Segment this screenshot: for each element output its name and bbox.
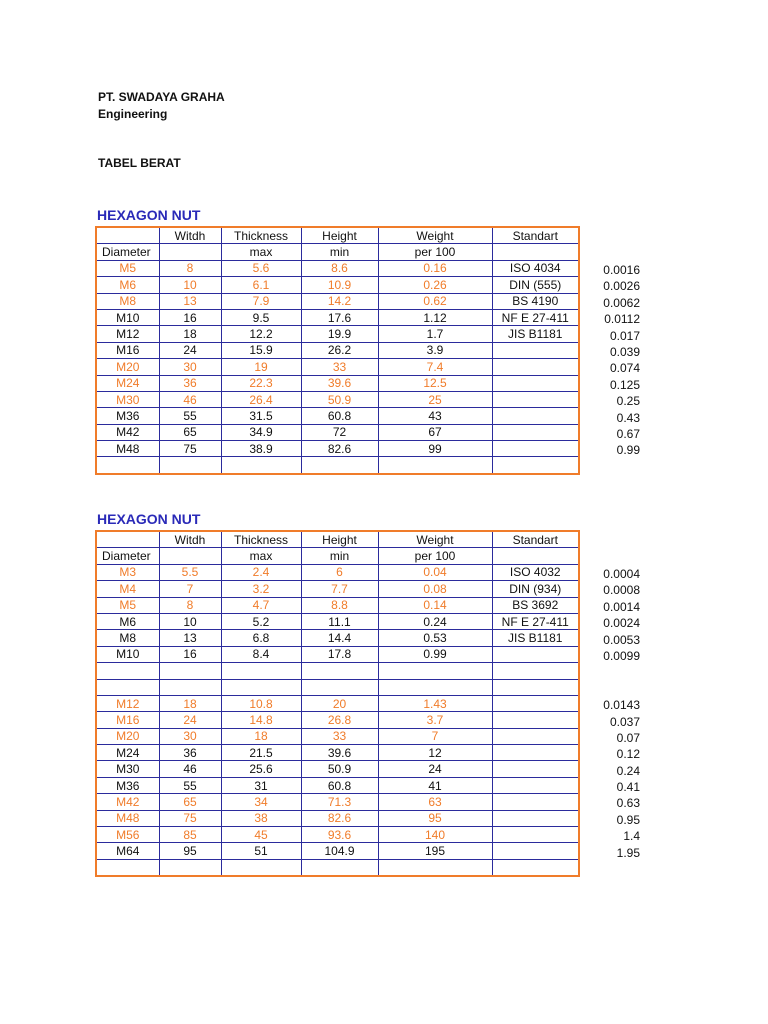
cell-thickness: 15.9 bbox=[221, 342, 301, 358]
cell-diameter: M24 bbox=[96, 745, 159, 761]
cell-width bbox=[159, 679, 221, 695]
cell-width: 75 bbox=[159, 810, 221, 826]
side-weight-value: 0.63 bbox=[616, 796, 640, 811]
header-cell bbox=[492, 548, 579, 564]
table-row bbox=[96, 581, 579, 597]
table1-title: HEXAGON NUT bbox=[97, 207, 201, 223]
side-weight-value bbox=[560, 459, 640, 475]
cell-diameter: M30 bbox=[96, 391, 159, 407]
table-row bbox=[96, 441, 579, 457]
cell-weight: 99 bbox=[378, 441, 492, 457]
cell-width: 65 bbox=[159, 424, 221, 440]
header-thickness-sub: max bbox=[221, 548, 301, 564]
cell-height: 19.9 bbox=[301, 326, 378, 342]
header-height-sub: min bbox=[301, 244, 378, 260]
table-row bbox=[96, 777, 579, 793]
cell-weight: 0.24 bbox=[378, 613, 492, 629]
cell-standard: BS 4190 bbox=[492, 293, 579, 309]
header-weight-sub: per 100 bbox=[378, 244, 492, 260]
cell-height bbox=[301, 859, 378, 876]
table-row bbox=[96, 342, 579, 358]
cell-height: 8.6 bbox=[301, 260, 378, 276]
cell-weight: 3.9 bbox=[378, 342, 492, 358]
table-row bbox=[96, 277, 579, 293]
cell-thickness: 31.5 bbox=[221, 408, 301, 424]
side-weight-value: 1.95 bbox=[616, 845, 640, 860]
cell-diameter: M10 bbox=[96, 309, 159, 325]
cell-weight: 67 bbox=[378, 424, 492, 440]
table-row bbox=[96, 695, 579, 711]
table-row bbox=[96, 359, 579, 375]
cell-height: 26.8 bbox=[301, 712, 378, 728]
cell-thickness: 14.8 bbox=[221, 712, 301, 728]
table-row bbox=[96, 260, 579, 276]
cell-weight: 0.16 bbox=[378, 260, 492, 276]
cell-thickness: 12.2 bbox=[221, 326, 301, 342]
cell-diameter bbox=[96, 679, 159, 695]
cell-height bbox=[301, 457, 378, 474]
header-cell bbox=[492, 244, 579, 260]
side-weight-value: 0.41 bbox=[616, 780, 640, 795]
side-weight-value: 0.0062 bbox=[603, 295, 640, 310]
header-diameter: Diameter bbox=[96, 244, 159, 260]
cell-height: 33 bbox=[301, 728, 378, 744]
cell-height: 10.9 bbox=[301, 277, 378, 293]
cell-thickness: 21.5 bbox=[221, 745, 301, 761]
cell-diameter: M6 bbox=[96, 613, 159, 629]
cell-width: 30 bbox=[159, 728, 221, 744]
side-weight-value bbox=[560, 681, 640, 697]
header-thickness: Thickness bbox=[221, 227, 301, 244]
cell-height: 26.2 bbox=[301, 342, 378, 358]
cell-width: 24 bbox=[159, 342, 221, 358]
cell-diameter: M36 bbox=[96, 777, 159, 793]
cell-width: 30 bbox=[159, 359, 221, 375]
cell-weight: 0.04 bbox=[378, 564, 492, 580]
cell-standard: NF E 27-411 bbox=[492, 309, 579, 325]
cell-diameter: M16 bbox=[96, 342, 159, 358]
header-standard: Standart bbox=[492, 227, 579, 244]
table-row bbox=[96, 424, 579, 440]
cell-width: 18 bbox=[159, 326, 221, 342]
header-thickness: Thickness bbox=[221, 531, 301, 548]
cell-diameter: M10 bbox=[96, 646, 159, 662]
side-weight-value: 0.0099 bbox=[603, 648, 640, 663]
table-row bbox=[96, 712, 579, 728]
side-weight-value: 1.4 bbox=[623, 829, 640, 844]
header-width: Witdh bbox=[159, 227, 221, 244]
cell-height: 104.9 bbox=[301, 843, 378, 859]
table-row bbox=[96, 326, 579, 342]
cell-standard: NF E 27-411 bbox=[492, 613, 579, 629]
cell-diameter: M4 bbox=[96, 581, 159, 597]
cell-height: 17.8 bbox=[301, 646, 378, 662]
side-weight-value: 0.0004 bbox=[603, 567, 640, 581]
side-weight-value bbox=[560, 861, 640, 877]
header-cell bbox=[159, 244, 221, 260]
cell-width: 36 bbox=[159, 745, 221, 761]
cell-width: 85 bbox=[159, 827, 221, 843]
table-row bbox=[96, 309, 579, 325]
cell-diameter: M36 bbox=[96, 408, 159, 424]
header-thickness-sub: max bbox=[221, 244, 301, 260]
table-row bbox=[96, 375, 579, 391]
cell-height bbox=[301, 679, 378, 695]
cell-diameter: M20 bbox=[96, 728, 159, 744]
cell-diameter: M3 bbox=[96, 564, 159, 580]
cell-height: 11.1 bbox=[301, 613, 378, 629]
cell-weight: 0.99 bbox=[378, 646, 492, 662]
cell-width bbox=[159, 859, 221, 876]
cell-width: 18 bbox=[159, 695, 221, 711]
cell-diameter: M64 bbox=[96, 843, 159, 859]
cell-diameter: M8 bbox=[96, 293, 159, 309]
document-title: TABEL BERAT bbox=[98, 156, 181, 170]
cell-diameter: M30 bbox=[96, 761, 159, 777]
cell-height: 7.7 bbox=[301, 581, 378, 597]
cell-thickness: 34.9 bbox=[221, 424, 301, 440]
cell-thickness: 45 bbox=[221, 827, 301, 843]
cell-diameter bbox=[96, 457, 159, 474]
cell-height: 50.9 bbox=[301, 391, 378, 407]
cell-weight: 95 bbox=[378, 810, 492, 826]
side-weight-value: 0.99 bbox=[616, 443, 640, 458]
side-weight-value: 0.0112 bbox=[604, 312, 640, 327]
cell-thickness: 34 bbox=[221, 794, 301, 810]
cell-width: 95 bbox=[159, 843, 221, 859]
cell-thickness: 4.7 bbox=[221, 597, 301, 613]
side-weight-value: 0.67 bbox=[616, 426, 640, 441]
header-weight: Weight bbox=[378, 531, 492, 548]
cell-weight: 0.08 bbox=[378, 581, 492, 597]
table-row bbox=[96, 630, 579, 646]
cell-standard: JIS B1181 bbox=[492, 326, 579, 342]
header-height: Height bbox=[301, 531, 378, 548]
cell-height: 14.4 bbox=[301, 630, 378, 646]
cell-width: 55 bbox=[159, 777, 221, 793]
department-name: Engineering bbox=[98, 107, 168, 121]
cell-weight bbox=[378, 663, 492, 679]
cell-width: 75 bbox=[159, 441, 221, 457]
cell-width: 55 bbox=[159, 408, 221, 424]
cell-thickness: 6.1 bbox=[221, 277, 301, 293]
cell-diameter: M6 bbox=[96, 277, 159, 293]
cell-width: 16 bbox=[159, 309, 221, 325]
cell-height: 20 bbox=[301, 695, 378, 711]
table-row bbox=[96, 728, 579, 744]
header-cell bbox=[96, 531, 159, 548]
side-weight-value: 0.037 bbox=[609, 714, 640, 729]
side-weight-value: 0.017 bbox=[609, 328, 640, 343]
cell-weight: 7 bbox=[378, 728, 492, 744]
cell-height: 82.6 bbox=[301, 810, 378, 826]
cell-weight: 0.53 bbox=[378, 630, 492, 646]
cell-thickness: 7.9 bbox=[221, 293, 301, 309]
table-row bbox=[96, 810, 579, 826]
table-row bbox=[96, 391, 579, 407]
cell-width: 10 bbox=[159, 613, 221, 629]
cell-width: 65 bbox=[159, 794, 221, 810]
cell-width: 8 bbox=[159, 597, 221, 613]
cell-width: 46 bbox=[159, 761, 221, 777]
cell-thickness: 5.2 bbox=[221, 613, 301, 629]
cell-height: 39.6 bbox=[301, 745, 378, 761]
cell-thickness: 51 bbox=[221, 843, 301, 859]
cell-thickness: 19 bbox=[221, 359, 301, 375]
cell-width bbox=[159, 663, 221, 679]
cell-thickness: 5.6 bbox=[221, 260, 301, 276]
side-weight-value: 0.25 bbox=[616, 394, 640, 409]
table-row bbox=[96, 663, 579, 679]
cell-height: 72 bbox=[301, 424, 378, 440]
cell-weight: 25 bbox=[378, 391, 492, 407]
side-weight-value bbox=[560, 664, 640, 680]
side-weight-value: 0.0008 bbox=[603, 583, 640, 598]
table-row bbox=[96, 564, 579, 580]
table-row bbox=[96, 843, 579, 859]
header-width: Witdh bbox=[159, 531, 221, 548]
cell-thickness: 25.6 bbox=[221, 761, 301, 777]
header-standard: Standart bbox=[492, 531, 579, 548]
cell-thickness: 2.4 bbox=[221, 564, 301, 580]
cell-weight bbox=[378, 679, 492, 695]
cell-weight: 1.7 bbox=[378, 326, 492, 342]
cell-thickness: 9.5 bbox=[221, 309, 301, 325]
cell-standard: BS 3692 bbox=[492, 597, 579, 613]
header-weight-sub: per 100 bbox=[378, 548, 492, 564]
cell-thickness: 6.8 bbox=[221, 630, 301, 646]
cell-weight: 43 bbox=[378, 408, 492, 424]
cell-weight bbox=[378, 859, 492, 876]
cell-standard: ISO 4034 bbox=[492, 260, 579, 276]
cell-diameter: M12 bbox=[96, 695, 159, 711]
cell-thickness: 22.3 bbox=[221, 375, 301, 391]
table2-title: HEXAGON NUT bbox=[97, 511, 201, 527]
cell-thickness: 3.2 bbox=[221, 581, 301, 597]
cell-width: 13 bbox=[159, 630, 221, 646]
cell-height bbox=[301, 663, 378, 679]
cell-height: 60.8 bbox=[301, 777, 378, 793]
cell-width: 46 bbox=[159, 391, 221, 407]
cell-thickness bbox=[221, 663, 301, 679]
header-weight: Weight bbox=[378, 227, 492, 244]
side-weight-value: 0.07 bbox=[616, 730, 640, 745]
header-diameter: Diameter bbox=[96, 548, 159, 564]
table-row bbox=[96, 827, 579, 843]
side-weight-value: 0.0014 bbox=[603, 599, 640, 614]
cell-diameter: M12 bbox=[96, 326, 159, 342]
cell-height: 71.3 bbox=[301, 794, 378, 810]
cell-thickness: 26.4 bbox=[221, 391, 301, 407]
cell-width: 24 bbox=[159, 712, 221, 728]
cell-weight: 7.4 bbox=[378, 359, 492, 375]
cell-weight: 0.14 bbox=[378, 597, 492, 613]
weight-column-1 bbox=[560, 262, 640, 475]
cell-width: 8 bbox=[159, 260, 221, 276]
cell-weight: 1.12 bbox=[378, 309, 492, 325]
cell-weight: 0.62 bbox=[378, 293, 492, 309]
cell-standard: JIS B1181 bbox=[492, 630, 579, 646]
cell-diameter: M5 bbox=[96, 260, 159, 276]
side-weight-value: 0.0053 bbox=[603, 632, 640, 647]
side-weight-value: 0.074 bbox=[609, 361, 640, 376]
cell-height: 50.9 bbox=[301, 761, 378, 777]
side-weight-value: 0.0026 bbox=[603, 279, 640, 294]
cell-diameter: M56 bbox=[96, 827, 159, 843]
cell-weight: 3.7 bbox=[378, 712, 492, 728]
cell-weight bbox=[378, 457, 492, 474]
cell-thickness: 8.4 bbox=[221, 646, 301, 662]
cell-diameter bbox=[96, 663, 159, 679]
cell-height: 33 bbox=[301, 359, 378, 375]
weight-column-2 bbox=[560, 566, 640, 877]
hexagon-nut-table-2 bbox=[95, 530, 580, 877]
cell-diameter bbox=[96, 859, 159, 876]
cell-diameter: M42 bbox=[96, 794, 159, 810]
cell-height: 14.2 bbox=[301, 293, 378, 309]
cell-width bbox=[159, 457, 221, 474]
cell-thickness: 31 bbox=[221, 777, 301, 793]
header-height-sub: min bbox=[301, 548, 378, 564]
cell-height: 17.6 bbox=[301, 309, 378, 325]
header-cell bbox=[96, 227, 159, 244]
cell-diameter: M48 bbox=[96, 441, 159, 457]
cell-diameter: M48 bbox=[96, 810, 159, 826]
cell-diameter: M20 bbox=[96, 359, 159, 375]
cell-diameter: M16 bbox=[96, 712, 159, 728]
cell-height: 82.6 bbox=[301, 441, 378, 457]
table-row bbox=[96, 457, 579, 474]
side-weight-value: 0.12 bbox=[616, 747, 640, 762]
table-row bbox=[96, 293, 579, 309]
cell-diameter: M24 bbox=[96, 375, 159, 391]
cell-weight: 12 bbox=[378, 745, 492, 761]
hexagon-nut-table-1 bbox=[95, 226, 580, 475]
header-cell bbox=[159, 548, 221, 564]
side-weight-value: 0.24 bbox=[616, 763, 640, 778]
table-row bbox=[96, 408, 579, 424]
side-weight-value: 0.0143 bbox=[603, 698, 640, 713]
side-weight-value: 0.0016 bbox=[603, 263, 640, 277]
cell-standard: DIN (555) bbox=[492, 277, 579, 293]
table-row bbox=[96, 679, 579, 695]
cell-diameter: M8 bbox=[96, 630, 159, 646]
cell-standard: ISO 4032 bbox=[492, 564, 579, 580]
cell-weight: 1.43 bbox=[378, 695, 492, 711]
table-row bbox=[96, 761, 579, 777]
table-row bbox=[96, 745, 579, 761]
table-row bbox=[96, 646, 579, 662]
cell-width: 7 bbox=[159, 581, 221, 597]
table-row bbox=[96, 597, 579, 613]
cell-thickness: 18 bbox=[221, 728, 301, 744]
cell-weight: 140 bbox=[378, 827, 492, 843]
header-height: Height bbox=[301, 227, 378, 244]
cell-thickness: 38 bbox=[221, 810, 301, 826]
cell-width: 36 bbox=[159, 375, 221, 391]
cell-width: 10 bbox=[159, 277, 221, 293]
cell-thickness: 10.8 bbox=[221, 695, 301, 711]
cell-height: 39.6 bbox=[301, 375, 378, 391]
cell-thickness bbox=[221, 457, 301, 474]
cell-width: 16 bbox=[159, 646, 221, 662]
cell-weight: 24 bbox=[378, 761, 492, 777]
cell-weight: 195 bbox=[378, 843, 492, 859]
cell-standard: DIN (934) bbox=[492, 581, 579, 597]
cell-height: 60.8 bbox=[301, 408, 378, 424]
table-row bbox=[96, 613, 579, 629]
side-weight-value: 0.125 bbox=[609, 377, 640, 392]
cell-height: 6 bbox=[301, 564, 378, 580]
cell-diameter: M42 bbox=[96, 424, 159, 440]
cell-width: 13 bbox=[159, 293, 221, 309]
cell-thickness bbox=[221, 859, 301, 876]
cell-weight: 41 bbox=[378, 777, 492, 793]
cell-thickness: 38.9 bbox=[221, 441, 301, 457]
company-name: PT. SWADAYA GRAHA bbox=[98, 90, 225, 104]
cell-weight: 0.26 bbox=[378, 277, 492, 293]
cell-height: 93.6 bbox=[301, 827, 378, 843]
cell-weight: 12.5 bbox=[378, 375, 492, 391]
table-row bbox=[96, 794, 579, 810]
cell-diameter: M5 bbox=[96, 597, 159, 613]
side-weight-value: 0.039 bbox=[609, 344, 640, 359]
cell-weight: 63 bbox=[378, 794, 492, 810]
side-weight-value: 0.95 bbox=[616, 812, 640, 827]
table-row bbox=[96, 859, 579, 876]
cell-width: 5.5 bbox=[159, 564, 221, 580]
cell-thickness bbox=[221, 679, 301, 695]
side-weight-value: 0.43 bbox=[616, 410, 640, 425]
cell-height: 8.8 bbox=[301, 597, 378, 613]
side-weight-value: 0.0024 bbox=[603, 616, 640, 631]
